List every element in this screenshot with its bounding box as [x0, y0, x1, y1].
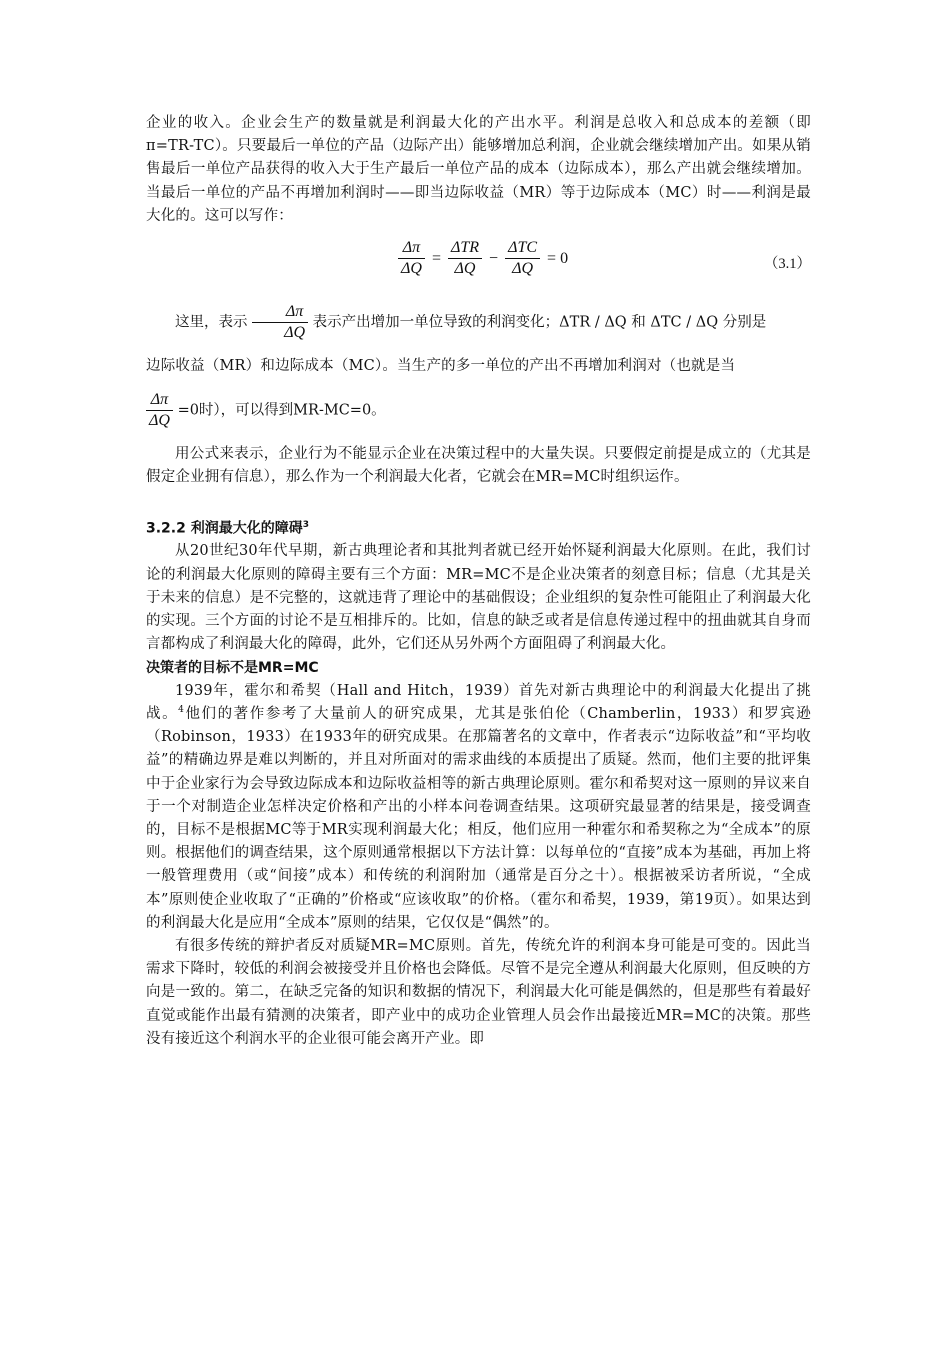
paragraph-explanation-end: $\frac{\Delta\pi}{\Delta Q}$ =0时），可以得到MR-MC=0。	[146, 390, 811, 431]
paragraph-defenders: 有很多传统的辩护者反对质疑MR=MC原则。首先，传统允许的利润本身可能是可变的。因此当需求下降时，较低的利润会被接受并且价格也会降低。尽管不是完全遵从利润最大化原则，但反映的方向是一致的。第二，在缺乏完备的知识和数据的情况下，利润最大化可能是偶然的，但是那些有着最好直觉或能作出最有猜测的决策者，即产业中的成功企业管理人员会作出最接近MR=MC的决策。那些没有接近这个利润水平的企业很可能会离开产业。即	[146, 937, 811, 1047]
equation-number: （3.1）	[763, 256, 811, 273]
paragraph-obstacles: 从20世纪30年代早期，新古典理论者和其批判者就已经开始怀疑利润最大化原则。在此，我们讨论的利润最大化原则的障碍主要有三个方面：MR=MC不是企业决策者的刻意目标；信息（尤其是关于未来的信息）是不完整的，这就违背了理论中的基础假设；企业组织的复杂性可能阻止了利润最大化的实现。三个方面的讨论不是互相排斥的。比如，信息的缺乏或者是信息传递过程中的扭曲就其自身而言都构成了利润最大化的障碍，此外，它们还从另外两个方面阻碍了利润最大化。	[146, 543, 811, 653]
equation-3-1	[146, 234, 811, 292]
section-heading: 3.2.2 利润最大化的障碍$^3$	[146, 519, 309, 537]
paragraph-hall-hitch: 1939年，霍尔和希契（Hall and Hitch，1939）首先对新古典理论中的利润最大化提出了挑战。$^4$他们的著作参考了大量前人的研究成果，尤其是张伯伦（Chamberlin，1933）和罗宾逊（Robinson，1933）在1933年的研究成果。在那篇著名的文章中，作者表示“边际收益”和“平均收益”的精确边界是难以判断的，并且对所面对的需求曲线的本质提出了质疑。然而，他们主要的批评集中于企业家行为会导致边际成本和边际收益相等的新古典理论原则。霍尔和希契对这一原则的异议来自于一个对制造企业怎样决定价格和产出的小样本问卷调查结果。这项研究最显著的结果是，接受调查的，目标不是根据MC等于MR实现利润最大化；相反，他们应用一种霍尔和希契称之为“全成本”的原则。根据他们的调查结果，这个原则通常根据以下方法计算：以每单位的“直接”成本为基础，再加上将一般管理费用（或“间接”成本）和传统的利润附加（通常是百分之十）。根据被采访者所说，“全成本”原则使企业收取了“正确的”价格或“应该收取”的价格。（霍尔和希契，1939，第19页）。如果达到的利润最大化是应用“全成本”原则的结果，它仅仅是“偶然”的。	[146, 682, 811, 931]
fraction-dtc-dq: $\frac{\text{ΔTC}}{\Delta Q}$	[505, 238, 540, 279]
paragraph-explanation-cont: 边际收益（MR）和边际成本（MC）。当生产的多一单位的产出不再增加利润对（也就是当	[146, 358, 736, 375]
fraction-dtr-dq: $\frac{\text{ΔTR}}{\Delta Q}$	[448, 238, 482, 279]
paragraph-explanation: 这里，表示 $\frac{\Delta\pi}{\Delta Q}$ 表示产出增加一单位导致的利润变化；ΔTR / ΔQ 和 ΔTC / ΔQ 分别是	[175, 303, 767, 342]
subheading-decision-maker: 决策者的目标不是MR=MC	[146, 659, 319, 676]
fraction-dpi-dq: $\frac{\Delta\pi}{\Delta Q}$	[398, 238, 425, 279]
fraction-inline-2: $\frac{\Delta\pi}{\Delta Q}$	[146, 390, 173, 431]
document-page	[146, 112, 811, 1051]
footnote-marker: 3	[302, 519, 309, 530]
equation-body: $\frac{\Delta\pi}{\Delta Q}$ = $\frac{\text{ΔTR}}{\Delta Q}$ − $\frac{\text{ΔTC}}{\Delta Q}$ = 0	[398, 238, 571, 279]
paragraph-formula-behavior: 用公式来表示，企业行为不能显示企业在决策过程中的大量失误。只要假定前提是成立的（尤其是假定企业拥有信息），那么作为一个利润最大化者，它就会在MR=MC时组织运作。	[146, 446, 811, 486]
paragraph-profit-definition: 企业的收入。企业会生产的数量就是利润最大化的产出水平。利润是总收入和总成本的差额（即π=TR-TC）。只要最后一单位的产品（边际产出）能够增加总利润，企业就会继续增加产出。如果从销售最后一单位产品获得的收入大于生产最后一单位产品的成本（边际成本），那么产出就会继续增加。当最后一单位的产品不再增加利润时——即当边际收益（MR）等于边际成本（MC）时——利润是最大化的。这可以写作：	[146, 115, 811, 224]
footnote-marker: 4	[178, 705, 185, 716]
fraction-inline-1: $\frac{\Delta\pi}{\Delta Q}$	[252, 302, 308, 343]
